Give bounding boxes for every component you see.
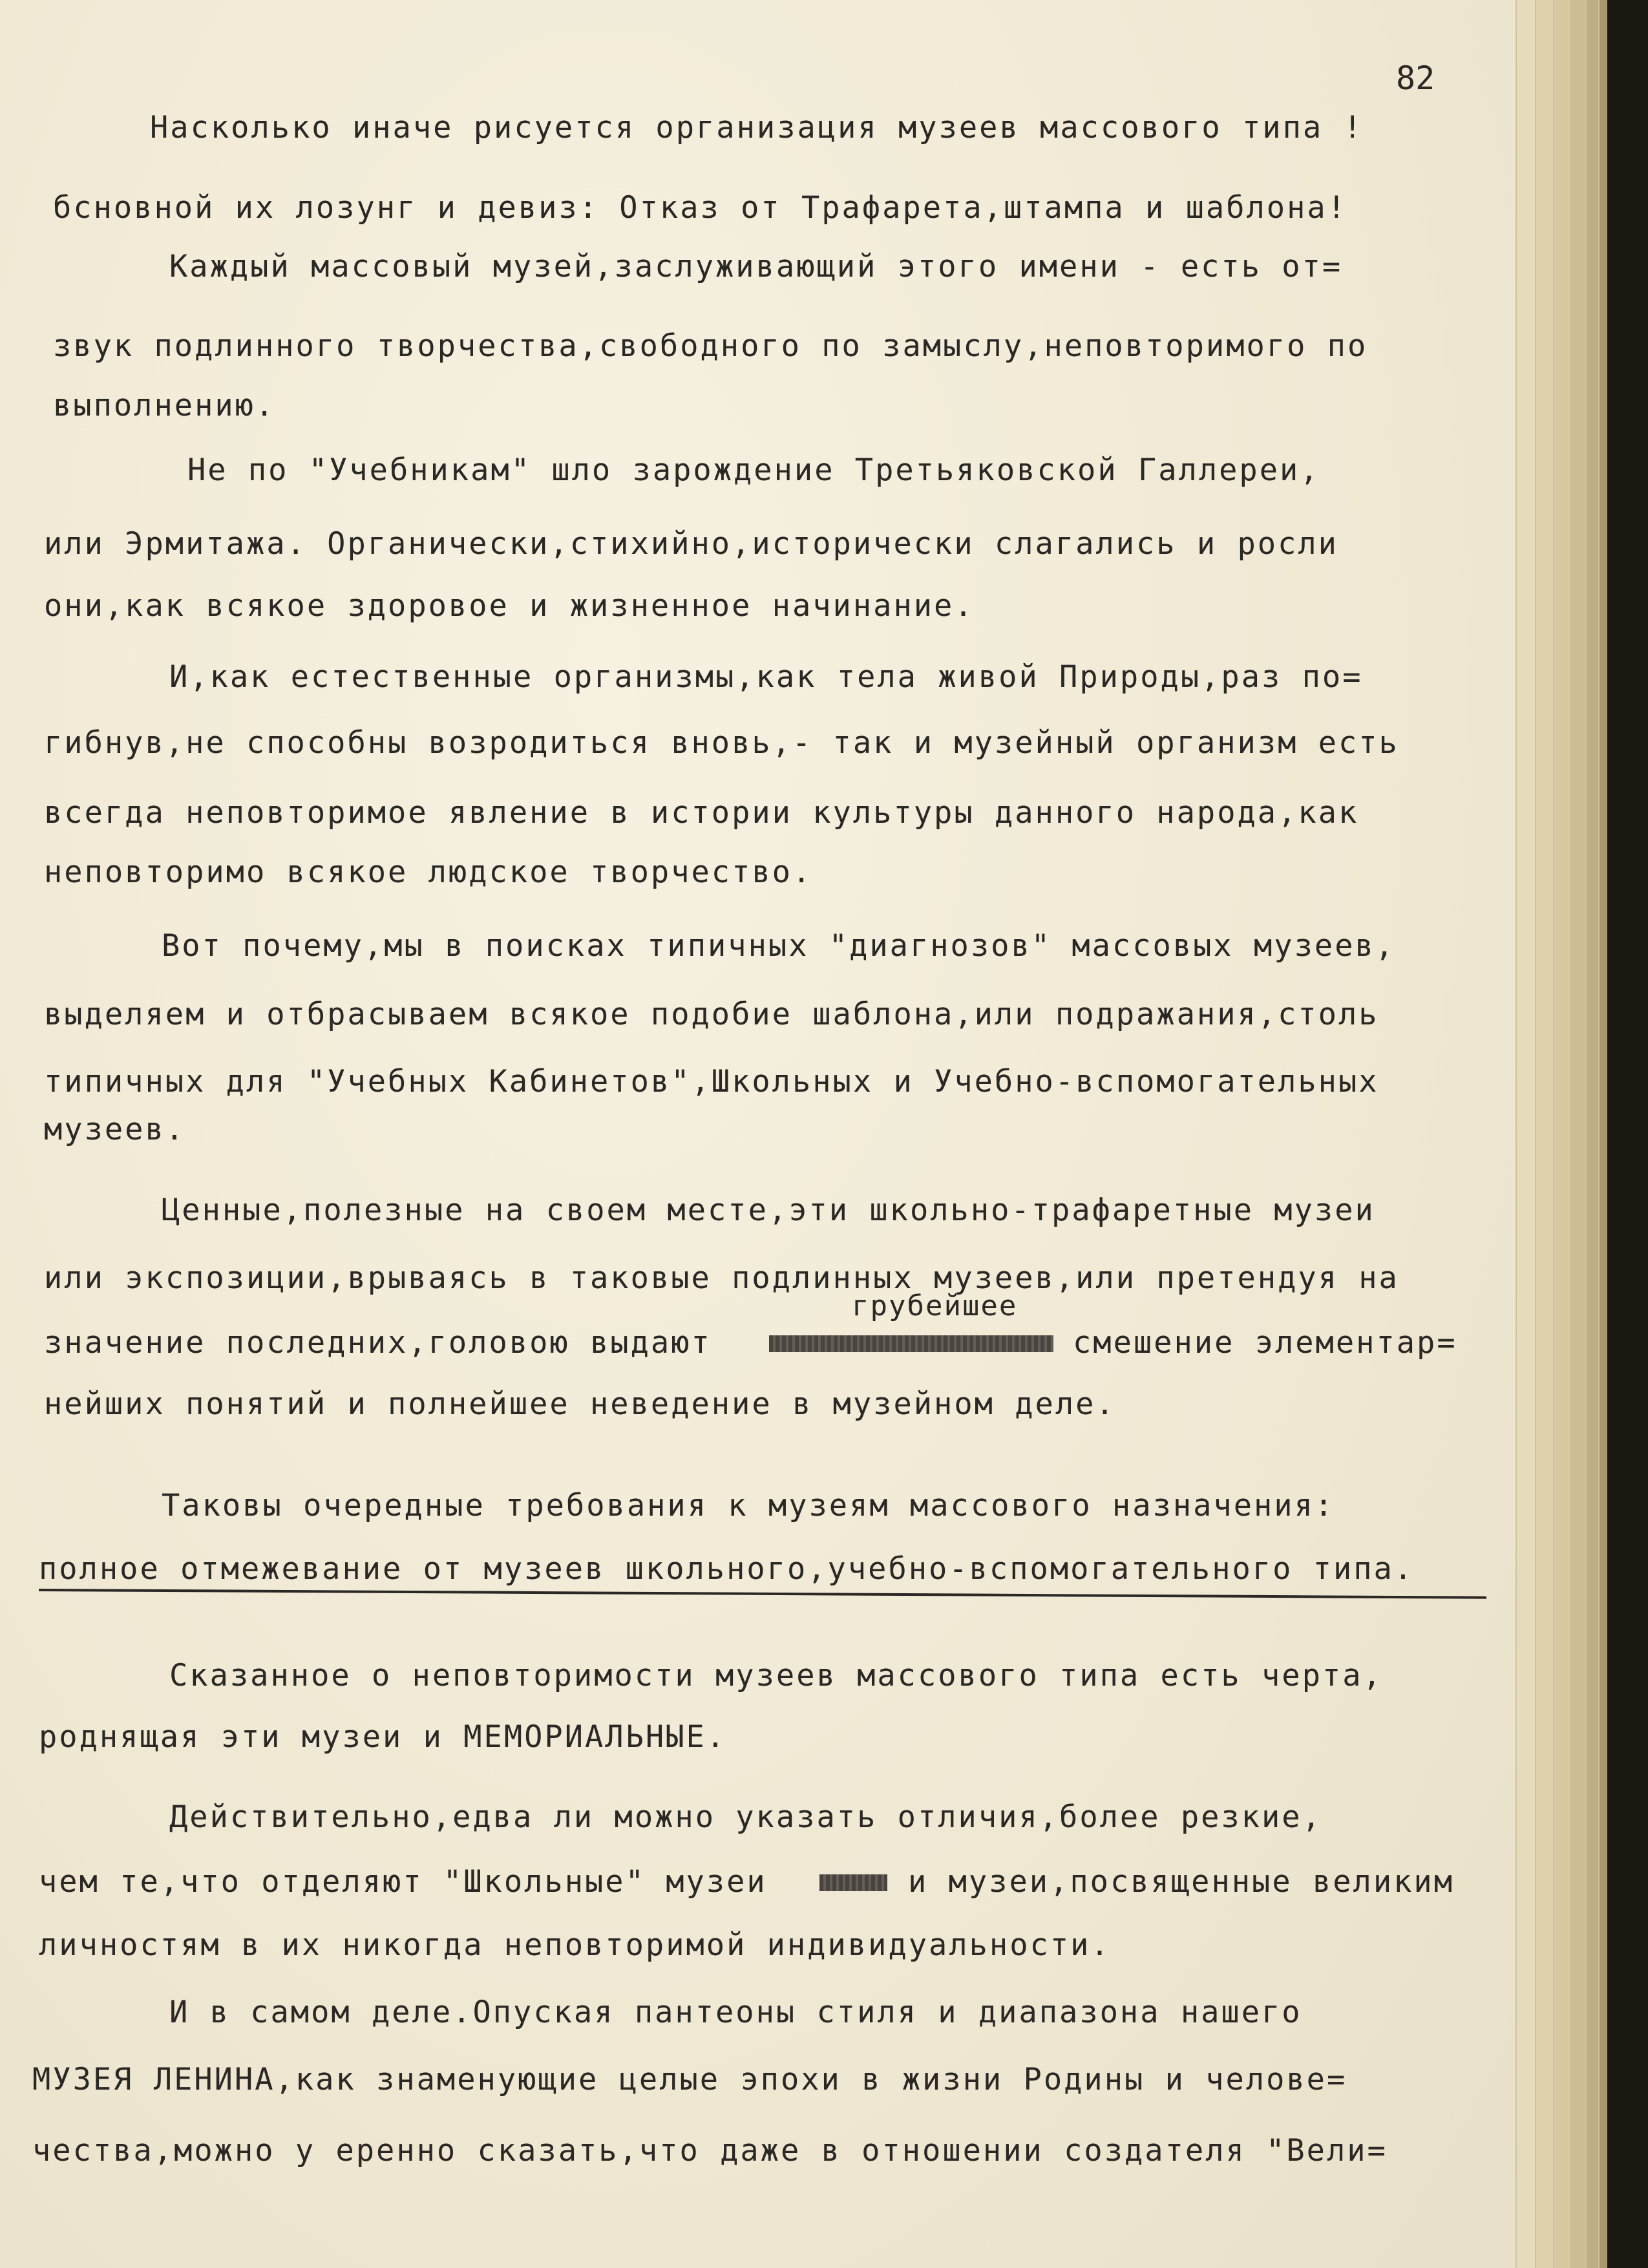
text-line: значение последних,головою выдают (44, 1325, 712, 1361)
page-stack-edge (1585, 0, 1600, 2268)
page-number: 82 (1396, 59, 1435, 97)
text-line: Сказанное о неповторимости музеев массового типа есть черта, (169, 1658, 1383, 1693)
text-line: типичных для "Учебных Кабинетов",Школьных и Учебно-вспомогательных (44, 1064, 1379, 1099)
background (1607, 0, 1648, 2268)
page-stack-edge (1516, 0, 1536, 2268)
text-line: чества,можно у еренно сказать,что даже в отношении создателя "Вели= (32, 2133, 1388, 2168)
text-line: гибнув,не способны возродиться вновь,- так и музейный организм есть (44, 725, 1399, 761)
text-line: или экспозиции,врываясь в таковые подлинных музеев,или претендуя на (44, 1260, 1399, 1296)
text-line: музеев. (44, 1112, 186, 1147)
text-line: бсновной их лозунг и девиз: Отказ от Трафарета,штампа и шаблона! (53, 190, 1347, 226)
text-line: Действительно,едва ли можно указать отличия,более резкие, (169, 1799, 1322, 1835)
text-line: МУЗЕЯ ЛЕНИНА,как знаменующие целые эпохи в жизни Родины и челове= (32, 2062, 1347, 2097)
text-line: И в самом деле.Опуская пантеоны стиля и диапазона нашего (169, 1995, 1302, 2030)
text-line: Не по "Учебникам" шло зарождение Третьяковской Галлереи, (187, 452, 1320, 488)
page-stack-edge (1553, 0, 1571, 2268)
text-line: Вот почему,мы в поисках типичных "диагнозов" массовых музеев, (162, 928, 1396, 964)
text-line: нейших понятий и полнейшее неведение в музейном деле. (44, 1386, 1116, 1422)
text-line: смешение элементар= (1073, 1325, 1457, 1361)
text-line: чем те,что отделяют "Школьные" музеи (39, 1864, 767, 1900)
text-line: выделяем и отбрасываем всякое подобие шаблона,или подражания,столь (44, 997, 1379, 1032)
text-line: Ценные,полезные на своем месте,эти школьно-трафаретные музеи (162, 1192, 1375, 1228)
text-line: или Эрмитажа. Органически,стихийно,исторически слагались и росли (44, 526, 1338, 562)
text-line: роднящая эти музеи и МЕМОРИАЛЬНЫЕ. (39, 1719, 727, 1755)
text-line: неповторимо всякое людское творчество. (44, 854, 813, 890)
underlined-text-line: полное отмежевание от музеев школьного,учебно-вспомогательного типа. (39, 1551, 1415, 1587)
text-line: Таковы очередные требования к музеям массового назначения: (162, 1488, 1335, 1523)
page-stack-edge (1570, 0, 1587, 2268)
text-line: и музеи,посвященные великим (908, 1864, 1455, 1900)
text-line: выполнению. (53, 388, 276, 423)
text-line: звук подлинного творчества,свободного по замыслу,неповторимого по (53, 328, 1368, 364)
text-line: Каждый массовый музей,заслуживающий этого имени - есть от= (169, 249, 1343, 284)
struck-out-text (769, 1335, 1053, 1352)
struck-out-text (819, 1874, 887, 1891)
text-line: личностям в их никогда неповторимой индивидуальности. (39, 1927, 1111, 1963)
text-line: они,как всякое здоровое и жизненное начинание. (44, 588, 975, 624)
text-line: И,как естественные организмы,как тела живой Природы,раз по= (169, 659, 1363, 695)
handwritten-insert-word: грубейшее (852, 1289, 1018, 1322)
page-stack-edge (1535, 0, 1554, 2268)
text-line: всегда неповторимое явление в истории культуры данного народа,как (44, 795, 1359, 831)
text-line: Насколько иначе рисуется организация музеев массового типа ! (150, 110, 1364, 145)
